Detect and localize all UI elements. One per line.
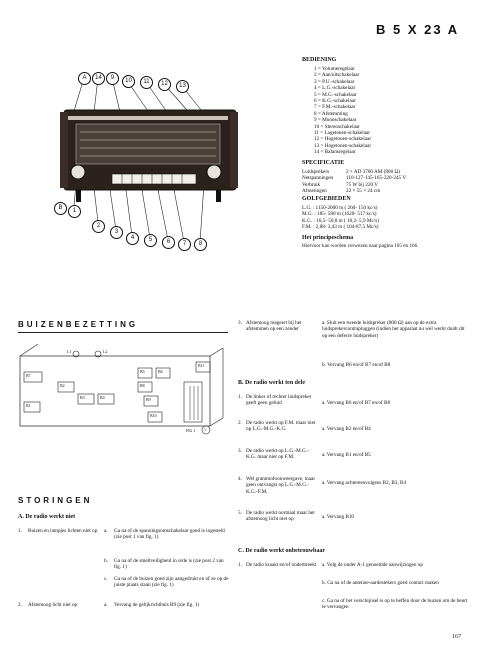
principeschema-text: Hiervoor kan worden verwezen naar pagina 165 en 166. bbox=[302, 243, 419, 249]
remedy-text: a. Sluit een tweede luidspreker (800 Ω) aan op de extra luidsprekercontrapluggen (indien het apparaat nu wel werkt duidt dit op een defecte luidspreker) bbox=[322, 320, 465, 339]
storingen-title: STORINGEN bbox=[18, 496, 93, 505]
callout-3: 3 bbox=[110, 226, 123, 239]
fault-cause: Wel grammofoonweergave, maar geen ontvangst op L.G.-M.G.-K.G.-F.M. bbox=[246, 476, 316, 495]
specificatie-table bbox=[302, 169, 482, 195]
row-number: 5. bbox=[238, 510, 242, 516]
remedy-text: a. Vervang B6 en/of B7 en/of B8 bbox=[322, 400, 391, 406]
bediening-item: 11 = Lagetonen-schakelaar bbox=[314, 130, 371, 137]
tube-label: B8 bbox=[140, 383, 145, 388]
bediening-item: 10 = Stereoschakelaar bbox=[314, 123, 360, 130]
remedy-text: b. Vervang B6 en/of B7 en/of B8 bbox=[322, 362, 391, 368]
tube-layout-svg bbox=[18, 342, 230, 442]
bediening-item: 5 = M.G.-schakelaar bbox=[314, 91, 357, 98]
tube-label: B9 bbox=[146, 397, 151, 402]
spec-value: 75 W bij 220 V bbox=[346, 181, 378, 188]
fault-cause: Afstemoog reageert bij het afstemmen op een zender bbox=[246, 320, 302, 333]
fault-cause: De linker of rechter luidspreker geeft geen geluid bbox=[246, 394, 312, 407]
tube-label: L1 bbox=[67, 349, 72, 354]
spec-value: 22 × 55 × 24 cm bbox=[346, 188, 381, 195]
bediening-item: 13 = Hogetonen-schakelaar bbox=[314, 142, 372, 149]
golfgebieden-list bbox=[302, 205, 379, 231]
row-number: 4. bbox=[238, 476, 242, 482]
remedy-key: a. bbox=[104, 528, 108, 534]
bediening-item: 3 = P.U.-schakelaar bbox=[314, 78, 355, 85]
tube-label: B6 bbox=[158, 369, 163, 374]
row-number: 2. bbox=[238, 420, 242, 426]
row-number: 3. bbox=[238, 320, 242, 326]
fault-cause: Buizen en lampjes lichten niet op bbox=[28, 528, 98, 534]
row-number: 2. bbox=[18, 602, 22, 608]
bediening-item: 7 = F.M.-schakelaar bbox=[314, 104, 356, 111]
section-c-title: C. De radio werkt onbetrouwbaar bbox=[238, 548, 326, 554]
section-a-title: A. De radio werkt niet bbox=[18, 514, 76, 520]
tube-label: L2 bbox=[103, 349, 108, 354]
tube-label: B4 bbox=[100, 395, 105, 400]
remedy-text: Vervang de gelijkrichtbuis B9 (zie fig. 1) bbox=[114, 602, 200, 608]
remedy-text: Ga na of de smeltveiligheid in orde is (zie post 2 van fig. 1) bbox=[114, 558, 224, 571]
fault-cause: De radio kraakt en/of onderbreekt bbox=[246, 562, 317, 568]
bediening-list bbox=[314, 66, 371, 156]
callout-2: 2 bbox=[92, 220, 105, 233]
tube-label: B11 bbox=[198, 363, 205, 368]
tube-label: B1 bbox=[26, 403, 31, 408]
bediening-item: 4 = L.G.-schakelaar bbox=[314, 85, 356, 92]
callout-10: 10 bbox=[122, 75, 135, 88]
golf-row: M.G. : 185- 580 m (1620- 517 kc/s) bbox=[302, 211, 377, 218]
golf-row: F.M. : 2,88- 3,43 m ( 104-87,5 Mc/s) bbox=[302, 224, 379, 231]
bediening-title: BEDIENING bbox=[302, 57, 337, 63]
remedy-key: a. bbox=[104, 602, 108, 608]
golf-row: L.G. : 1150-2000 m ( 260- 150 kc/s) bbox=[302, 205, 378, 211]
fault-cause: De radio werkt normaal maar het afstemoog licht niet op bbox=[246, 510, 315, 523]
tube-layout-diagram bbox=[18, 342, 230, 442]
figure-label: FIG 1 bbox=[186, 428, 196, 433]
fault-cause: De radio werkt op F.M. maar niet op L.G.-M.G.-K.G. bbox=[246, 420, 316, 433]
spec-value: 2 × AD 3700 AM (800 Ω) bbox=[346, 169, 401, 175]
callout-a: A bbox=[78, 72, 91, 85]
buizen-title: BUIZENBEZETTING bbox=[18, 320, 139, 329]
callout-1: 1 bbox=[68, 205, 81, 218]
remedy-text: a. Volg de onder A-1 genoemde aanwijzingen op bbox=[322, 562, 423, 568]
spec-key: Netspanningen bbox=[302, 175, 334, 182]
tube-label: B10 bbox=[150, 413, 157, 418]
model-title: B 5 X 23 A bbox=[376, 22, 460, 37]
bediening-item: 14 = Balansregelaar bbox=[314, 149, 356, 156]
remedy-text: a. Vervang B10 bbox=[322, 514, 355, 520]
spec-key: Afmetingen bbox=[302, 188, 327, 195]
bediening-item: 6 = K.G.-schakelaar bbox=[314, 98, 356, 105]
remedy-text: b. Ga na of de antenne-aardestekers goed contact maken bbox=[322, 580, 439, 586]
spec-key: Luidsprekers bbox=[302, 169, 330, 175]
row-number: 1. bbox=[238, 394, 242, 400]
fault-cause: Afstemoog licht niet op bbox=[28, 602, 78, 608]
remedy-text: a. Vervang achtereenvolgens B2, B3, B4 bbox=[322, 480, 407, 486]
spec-value: 110-127-145-165-220-245 V bbox=[346, 175, 407, 182]
golfgebieden-title: GOLFGEBIEDEN bbox=[302, 196, 351, 202]
callout-12: 12 bbox=[158, 78, 171, 91]
row-number: 1. bbox=[18, 528, 22, 534]
page-number: 167 bbox=[452, 634, 461, 640]
divider bbox=[18, 332, 228, 333]
row-number: 3. bbox=[238, 448, 242, 454]
bediening-item: 1 = Volumeregelaar bbox=[314, 66, 355, 72]
figure-number: 1 bbox=[204, 427, 206, 432]
principeschema-title: Het principeschema bbox=[302, 235, 354, 241]
radio-illustration bbox=[54, 72, 240, 252]
remedy-text: Ga na of de spanningsomschakelaar goed is ingesteld (zie post 1 van fig. 1) bbox=[114, 528, 225, 541]
bediening-item: 9 = Monoschakelaar bbox=[314, 117, 357, 124]
tube-label: B2 bbox=[60, 383, 65, 388]
callout-13: 13 bbox=[176, 80, 189, 93]
callout-6: 6 bbox=[162, 236, 175, 249]
remedy-text: a. Vervang B1 en/of B5 bbox=[322, 452, 371, 458]
remedy-text: a. Vervang B2 en/of B4 bbox=[322, 426, 371, 432]
callout-9: 9 bbox=[106, 72, 119, 85]
specificatie-title: SPECIFICATIE bbox=[302, 160, 345, 166]
tube-label: B5 bbox=[140, 369, 145, 374]
spec-key: Verbruik bbox=[302, 181, 321, 188]
remedy-key: c. bbox=[104, 576, 108, 582]
radio-drawing bbox=[54, 72, 240, 252]
section-b-title: B. De radio werkt ten dele bbox=[238, 380, 305, 386]
bediening-item: 8 = Afstemming bbox=[314, 110, 348, 117]
callout-b: B bbox=[54, 202, 67, 215]
fault-cause: De radio werkt op L.G.-M.G.-K.G. maar niet op F.M. bbox=[246, 448, 309, 461]
callout-5: 5 bbox=[144, 234, 157, 247]
spec-row bbox=[302, 188, 482, 194]
golf-row: K.G. : 16,5- 50,8 m ( 18,2- 5,9 Mc/s) bbox=[302, 217, 379, 224]
bediening-item: 12 = Hogetonen-schakelaar bbox=[314, 136, 372, 143]
callout-8: 8 bbox=[194, 238, 207, 251]
callout-14: 14 bbox=[92, 72, 105, 85]
callout-4: 4 bbox=[126, 232, 139, 245]
remedy-key: b. bbox=[104, 558, 108, 564]
remedy-text: c. Ga na of het verschijnsel is op te heffen door de buizen om de beurt te vervangen bbox=[322, 598, 468, 611]
tube-label: B7 bbox=[26, 373, 31, 378]
remedy-text: Ga na of de buizen goed zijn aangedrukt en of ze op de juiste plaats staan (zie fig. 1) bbox=[114, 576, 229, 589]
tube-label: B3 bbox=[80, 395, 85, 400]
callout-7: 7 bbox=[178, 238, 191, 251]
bediening-item: 2 = Aan/uitschakelaar bbox=[314, 72, 360, 79]
callout-11: 11 bbox=[140, 76, 153, 89]
row-number: 1. bbox=[238, 562, 242, 568]
